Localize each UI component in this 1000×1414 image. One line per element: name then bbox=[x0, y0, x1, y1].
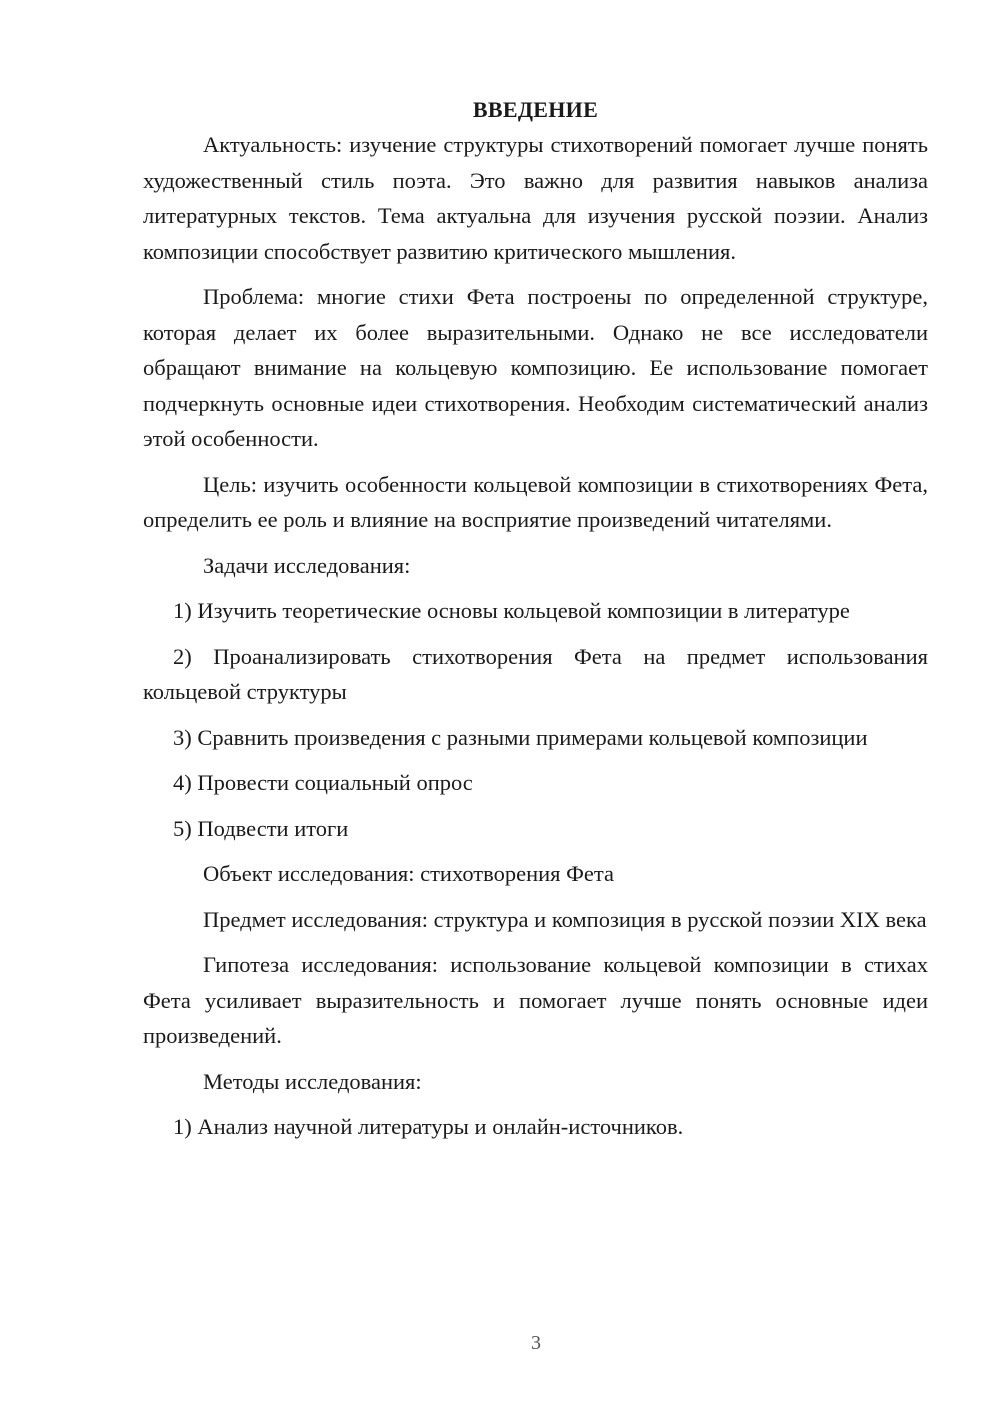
methods-heading: Методы исследования: bbox=[203, 1068, 422, 1094]
paragraph-goal: Цель: изучить особенности кольцевой композиции в стихотворениях Фета, определить ее роль и влияние на восприятие произведений читателями. bbox=[143, 471, 928, 532]
task-item-4: 4) Провести социальный опрос bbox=[173, 770, 473, 795]
tasks-heading: Задачи исследования: bbox=[203, 552, 411, 578]
task-item-5: 5) Подвести итоги bbox=[173, 815, 349, 841]
document-page bbox=[143, 92, 928, 1155]
paragraph-hypothesis: Гипотеза исследования: использование кольцевой композиции в стихах Фета усиливает выразительность и помогает лучше понять основные идеи произведений. bbox=[143, 952, 928, 1048]
page-title: ВВЕДЕНИЕ bbox=[472, 97, 599, 122]
paragraph-relevance: Актуальность: изучение структуры стихотворений помогает лучше понять художественный стиль поэта. Это важно для развития навыков анализа литературных текстов. Тема актуальна для изучения русской поэзии. Анализ композиции способствует развитию критического мышления. bbox=[143, 132, 928, 264]
paragraph-object: Объект исследования: стихотворения Фета bbox=[203, 861, 615, 886]
task-item-3: 3) Сравнить произведения с разными примерами кольцевой композиции bbox=[173, 724, 868, 750]
method-item-1: 1) Анализ научной литературы и онлайн-источников. bbox=[173, 1114, 684, 1139]
page-number: 3 bbox=[531, 1332, 541, 1354]
paragraph-problem: Проблема: многие стихи Фета построены по определенной структуре, которая делает их более выразительными. Однако не все исследователи обращают внимание на кольцевую композицию. Ее использование помогает подчеркнуть основные идеи стихотворения. Необходим систематический анализ этой особенности. bbox=[143, 284, 928, 451]
task-item-1: 1) Изучить теоретические основы кольцевой композиции в литературе bbox=[173, 598, 850, 623]
task-item-2: 2) Проанализировать стихотворения Фета на предмет использования кольцевой структуры bbox=[143, 643, 928, 704]
paragraph-subject: Предмет исследования: структура и композиция в русской поэзии XIX века bbox=[203, 906, 927, 932]
